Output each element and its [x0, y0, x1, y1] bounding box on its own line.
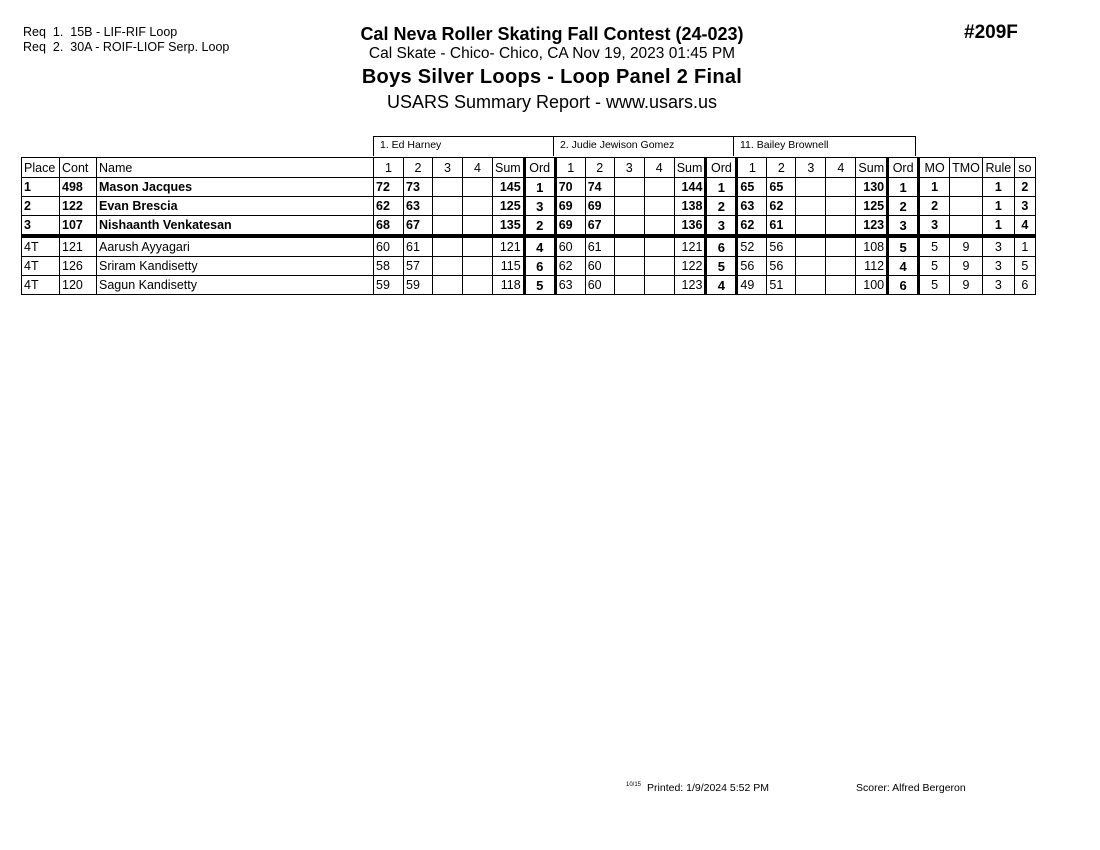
contestant-number-cell: 122	[60, 197, 97, 216]
results-table	[21, 157, 1036, 295]
judge-3-score-4-cell	[826, 257, 856, 276]
contestant-number-cell: 126	[60, 257, 97, 276]
judge-1-ordinal-cell: 3	[524, 197, 555, 216]
judge-2-sum-cell: 122	[674, 257, 706, 276]
judge-2-ordinal-cell: 6	[706, 236, 737, 257]
judge-2-score-1-cell: 70	[555, 178, 585, 197]
judge-1-name: 1. Ed Harney	[373, 136, 554, 156]
judge-2-score-4-cell	[644, 236, 674, 257]
table-row	[22, 257, 1036, 276]
judge-1-score-1-cell: 60	[374, 236, 404, 257]
judge-3-score-3-cell	[796, 236, 826, 257]
mo-cell: 2	[919, 197, 950, 216]
contestant-number-cell: 121	[60, 236, 97, 257]
judge-1-score-1-cell: 72	[374, 178, 404, 197]
rule-cell: 3	[982, 257, 1014, 276]
tmo-cell	[950, 178, 983, 197]
header-rule: Rule	[982, 158, 1014, 178]
judge-1-score-4-cell	[463, 197, 493, 216]
judge-1-score-4-cell	[463, 236, 493, 257]
place-cell: 1	[22, 178, 60, 197]
judge-1-score-3-cell	[433, 276, 463, 295]
judge-2-score-3-cell	[614, 257, 644, 276]
judge-1-ordinal-cell: 1	[524, 178, 555, 197]
header-j1-sum: Sum	[493, 158, 525, 178]
judge-3-score-2-cell: 51	[767, 276, 796, 295]
tmo-cell	[950, 197, 983, 216]
judge-1-ordinal-cell: 5	[524, 276, 555, 295]
judge-3-name: 11. Bailey Brownell	[733, 136, 916, 156]
judge-3-score-4-cell	[826, 178, 856, 197]
requirements	[23, 25, 229, 55]
judge-3-ordinal-cell: 3	[888, 216, 919, 237]
header-j3-sum: Sum	[856, 158, 888, 178]
judge-1-score-3-cell	[433, 257, 463, 276]
judge-1-score-4-cell	[463, 216, 493, 237]
judge-3-score-1-cell: 62	[737, 216, 767, 237]
rule-cell: 1	[982, 178, 1014, 197]
judge-2-sum-cell: 144	[674, 178, 706, 197]
judge-2-ordinal-cell: 1	[706, 178, 737, 197]
place-cell: 4T	[22, 236, 60, 257]
header-cont: Cont	[60, 158, 97, 178]
scorer-info: Scorer: Alfred Bergeron	[856, 782, 966, 794]
tmo-cell: 9	[950, 276, 983, 295]
judge-3-score-2-cell: 62	[767, 197, 796, 216]
judge-3-sum-cell: 123	[856, 216, 888, 237]
header-j2-score-4: 4	[644, 158, 674, 178]
judge-1-sum-cell: 115	[493, 257, 525, 276]
place-cell: 3	[22, 216, 60, 237]
judge-2-score-2-cell: 69	[585, 197, 614, 216]
table-row	[22, 216, 1036, 237]
judge-3-score-2-cell: 56	[767, 236, 796, 257]
judge-2-ordinal-cell: 5	[706, 257, 737, 276]
judge-3-score-3-cell	[796, 257, 826, 276]
judge-1-score-3-cell	[433, 197, 463, 216]
mo-cell: 3	[919, 216, 950, 237]
judge-1-sum-cell: 121	[493, 236, 525, 257]
place-cell: 2	[22, 197, 60, 216]
rule-cell: 3	[982, 276, 1014, 295]
skater-name-cell: Sagun Kandisetty	[97, 276, 374, 295]
table-row	[22, 197, 1036, 216]
contest-title: Cal Neva Roller Skating Fall Contest (24-023)	[360, 24, 744, 44]
judge-3-ordinal-cell: 6	[888, 276, 919, 295]
judge-1-ordinal-cell: 2	[524, 216, 555, 237]
judge-2-ordinal-cell: 2	[706, 197, 737, 216]
judge-2-score-3-cell	[614, 178, 644, 197]
judge-3-ordinal-cell: 1	[888, 178, 919, 197]
header-mo: MO	[919, 158, 950, 178]
so-cell: 1	[1014, 236, 1035, 257]
judge-1-score-1-cell: 58	[374, 257, 404, 276]
judge-2-sum-cell: 138	[674, 197, 706, 216]
report-title: USARS Summary Report - www.usars.us	[386, 92, 718, 112]
tmo-cell: 9	[950, 257, 983, 276]
judge-2-score-4-cell	[644, 216, 674, 237]
judge-1-score-2-cell: 57	[404, 257, 433, 276]
judge-3-ordinal-cell: 4	[888, 257, 919, 276]
judge-2-score-2-cell: 60	[585, 257, 614, 276]
so-cell: 5	[1014, 257, 1035, 276]
tmo-cell	[950, 216, 983, 237]
judge-2-score-4-cell	[644, 257, 674, 276]
judge-1-score-3-cell	[433, 216, 463, 237]
judge-3-score-3-cell	[796, 216, 826, 237]
header-j3-ord: Ord	[888, 158, 919, 178]
skater-name-cell: Mason Jacques	[97, 178, 374, 197]
mo-cell: 1	[919, 178, 950, 197]
page-code: 10/15	[626, 782, 642, 788]
judge-2-score-4-cell	[644, 197, 674, 216]
judge-3-score-1-cell: 49	[737, 276, 767, 295]
header-name: Name	[97, 158, 374, 178]
judge-1-score-1-cell: 68	[374, 216, 404, 237]
judge-2-score-3-cell	[614, 197, 644, 216]
judge-1-sum-cell: 118	[493, 276, 525, 295]
judge-1-sum-cell: 125	[493, 197, 525, 216]
rule-cell: 3	[982, 236, 1014, 257]
judge-1-score-1-cell: 59	[374, 276, 404, 295]
so-cell: 2	[1014, 178, 1035, 197]
so-cell: 4	[1014, 216, 1035, 237]
header-place: Place	[22, 158, 60, 178]
judge-1-score-2-cell: 63	[404, 197, 433, 216]
judge-1-score-4-cell	[463, 276, 493, 295]
table-row	[22, 276, 1036, 295]
judge-2-ordinal-cell: 3	[706, 216, 737, 237]
place-cell: 4T	[22, 276, 60, 295]
judge-1-score-2-cell: 73	[404, 178, 433, 197]
judge-3-score-3-cell	[796, 178, 826, 197]
judge-2-score-1-cell: 60	[555, 236, 585, 257]
requirement-2: Req 2. 30A - ROIF-LIOF Serp. Loop	[23, 40, 230, 54]
judge-2-name: 2. Judie Jewison Gomez	[553, 136, 734, 156]
contestant-number-cell: 120	[60, 276, 97, 295]
header-tmo: TMO	[950, 158, 983, 178]
judge-1-score-3-cell	[433, 178, 463, 197]
header-j1-ord: Ord	[524, 158, 555, 178]
judge-1-ordinal-cell: 4	[524, 236, 555, 257]
mo-cell: 5	[919, 236, 950, 257]
judge-3-score-2-cell: 61	[767, 216, 796, 237]
judge-3-score-4-cell	[826, 216, 856, 237]
judge-3-sum-cell: 112	[856, 257, 888, 276]
rule-cell: 1	[982, 197, 1014, 216]
judge-1-sum-cell: 145	[493, 178, 525, 197]
judge-3-sum-cell: 108	[856, 236, 888, 257]
judge-1-score-1-cell: 62	[374, 197, 404, 216]
judge-3-score-1-cell: 65	[737, 178, 767, 197]
judge-3-score-1-cell: 63	[737, 197, 767, 216]
header-j2-sum: Sum	[674, 158, 706, 178]
judge-2-sum-cell: 123	[674, 276, 706, 295]
judge-1-score-4-cell	[463, 257, 493, 276]
contestant-number-cell: 107	[60, 216, 97, 237]
report-header	[330, 22, 774, 112]
judge-1-ordinal-cell: 6	[524, 257, 555, 276]
judge-1-sum-cell: 135	[493, 216, 525, 237]
judge-2-score-2-cell: 74	[585, 178, 614, 197]
header-j3-score-4: 4	[826, 158, 856, 178]
judge-2-score-1-cell: 69	[555, 197, 585, 216]
judge-2-score-1-cell: 63	[555, 276, 585, 295]
header-j2-score-2: 2	[585, 158, 614, 178]
header-j3-score-1: 1	[737, 158, 767, 178]
place-cell: 4T	[22, 257, 60, 276]
header-j1-score-2: 2	[404, 158, 433, 178]
judge-3-score-4-cell	[826, 236, 856, 257]
judge-1-score-2-cell: 61	[404, 236, 433, 257]
printed-date: Printed: 1/9/2024 5:52 PM	[647, 782, 770, 794]
event-number: #209F	[964, 22, 1018, 43]
so-cell: 3	[1014, 197, 1035, 216]
judge-2-score-3-cell	[614, 216, 644, 237]
skater-name-cell: Aarush Ayyagari	[97, 236, 374, 257]
judge-1-score-2-cell: 59	[404, 276, 433, 295]
tmo-cell: 9	[950, 236, 983, 257]
judge-2-score-2-cell: 61	[585, 236, 614, 257]
header-row	[22, 158, 1036, 178]
judge-2-sum-cell: 136	[674, 216, 706, 237]
skater-name-cell: Sriram Kandisetty	[97, 257, 374, 276]
judge-2-score-2-cell: 67	[585, 216, 614, 237]
judge-2-score-4-cell	[644, 276, 674, 295]
judge-3-score-3-cell	[796, 276, 826, 295]
header-j1-score-3: 3	[433, 158, 463, 178]
so-cell: 6	[1014, 276, 1035, 295]
judge-2-score-4-cell	[644, 178, 674, 197]
judge-3-score-3-cell	[796, 197, 826, 216]
judge-2-score-3-cell	[614, 236, 644, 257]
contestant-number-cell: 498	[60, 178, 97, 197]
header-j3-score-3: 3	[796, 158, 826, 178]
header-j2-score-3: 3	[614, 158, 644, 178]
judge-2-ordinal-cell: 4	[706, 276, 737, 295]
judge-3-sum-cell: 130	[856, 178, 888, 197]
table-row	[22, 178, 1036, 197]
judge-2-score-3-cell	[614, 276, 644, 295]
header-j1-score-1: 1	[374, 158, 404, 178]
judge-3-score-1-cell: 52	[737, 236, 767, 257]
judge-3-sum-cell: 100	[856, 276, 888, 295]
judge-1-score-3-cell	[433, 236, 463, 257]
judge-3-score-2-cell: 65	[767, 178, 796, 197]
judge-3-score-2-cell: 56	[767, 257, 796, 276]
judge-1-score-4-cell	[463, 178, 493, 197]
judge-3-ordinal-cell: 5	[888, 236, 919, 257]
skater-name-cell: Evan Brescia	[97, 197, 374, 216]
judge-3-score-4-cell	[826, 276, 856, 295]
table-row	[22, 236, 1036, 257]
event-title: Boys Silver Loops - Loop Panel 2 Final	[361, 66, 743, 88]
judge-2-sum-cell: 121	[674, 236, 706, 257]
mo-cell: 5	[919, 257, 950, 276]
header-j2-ord: Ord	[706, 158, 737, 178]
judge-3-sum-cell: 125	[856, 197, 888, 216]
skater-name-cell: Nishaanth Venkatesan	[97, 216, 374, 237]
header-j3-score-2: 2	[767, 158, 796, 178]
mo-cell: 5	[919, 276, 950, 295]
judge-3-score-1-cell: 56	[737, 257, 767, 276]
rule-cell: 1	[982, 216, 1014, 237]
judge-2-score-1-cell: 69	[555, 216, 585, 237]
judge-3-score-4-cell	[826, 197, 856, 216]
header-j2-score-1: 1	[555, 158, 585, 178]
printed-info	[626, 782, 769, 794]
requirement-1: Req 1. 15B - LIF-RIF Loop	[23, 25, 178, 39]
judge-1-score-2-cell: 67	[404, 216, 433, 237]
judge-3-ordinal-cell: 2	[888, 197, 919, 216]
judge-2-score-1-cell: 62	[555, 257, 585, 276]
judge-2-score-2-cell: 60	[585, 276, 614, 295]
header-so: so	[1014, 158, 1035, 178]
header-j1-score-4: 4	[463, 158, 493, 178]
contest-location: Cal Skate - Chico- Chico, CA Nov 19, 2023 01:45 PM	[368, 45, 736, 62]
